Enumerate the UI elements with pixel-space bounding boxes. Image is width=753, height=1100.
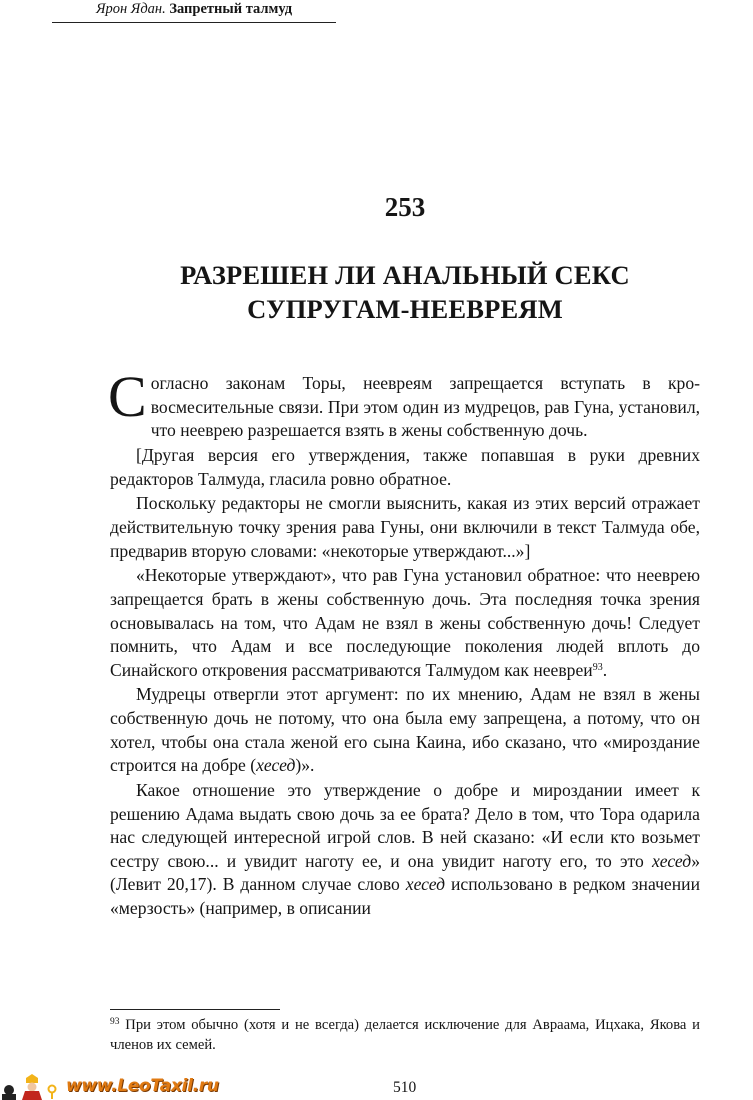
watermark-text: www.LeoTaxil.ru bbox=[66, 1076, 219, 1096]
page-number: 510 bbox=[393, 1079, 417, 1096]
chapter-title-line-1: РАЗРЕШЕН ЛИ АНАЛЬНЫЙ СЕКС bbox=[180, 260, 630, 290]
running-head bbox=[52, 0, 336, 23]
paragraph-6 bbox=[110, 779, 700, 921]
paragraph-5-text: Мудрецы отвергли этот аргумент: по их мнению, Адам не взял в жены собственную дочь не потому, что она была ему запрещена, а потому, что он хотел, чтобы она стала женой его сына Каина, ибо сказано, что «мироздание строится на добре ( bbox=[110, 684, 700, 776]
paragraph-6-italic-1: хесед bbox=[651, 850, 692, 871]
paragraph-5-end: )». bbox=[295, 755, 315, 776]
paragraph-2: [Другая версия его утверждения, также попавшая в руки древних редакторов Талмуда, гласила ровно обратное. bbox=[110, 444, 700, 489]
running-head-title: Запретный талмуд bbox=[169, 1, 293, 17]
paragraph-1 bbox=[108, 364, 700, 443]
footnote-number: 93 bbox=[110, 1017, 120, 1027]
paragraph-3: Поскольку редакторы не смогли выяснить, какая из этих версий отражает действительную точку зрения рава Гуны, они включили в текст Талмуда обе, предварив вторую словами: «некоторые утверждают...»] bbox=[110, 493, 700, 561]
paragraph-4-text: «Некоторые утверждают», что рав Гуна установил обратное: что нееврею запрещается брать в жены собственную дочь. Эта последняя точка зрения основывалась на том, что Адам не взял в жены собственную дочь! Следует помнить, что Адам и все последующие поколения людей вплоть до Синайского откровения рассматриваются Талмудом как неевреи bbox=[110, 565, 700, 680]
drop-cap: С bbox=[108, 364, 147, 429]
footnote-text: При этом обычно (хотя и не всегда) делается исключение для Авраама, Ицхака, Якова и членов их семей. bbox=[110, 1017, 700, 1053]
chapter-title-line-2: СУПРУГАМ-НЕЕВРЕЯМ bbox=[247, 294, 563, 324]
paragraph-6-part-b: » (Левит 20,17). В данном случае слово bbox=[110, 850, 700, 895]
paragraph-1-text: огласно законам Торы, неевреям запрещается вступать в кровосмесительные связи. При этом один из мудрецов, рав Гуна, установил, что нееврею разрешается взять в жены собственную дочь. bbox=[150, 373, 700, 441]
paragraph-6-italic-2: хесед bbox=[405, 874, 446, 895]
paragraph-4 bbox=[110, 564, 700, 682]
chapter-title bbox=[110, 258, 700, 326]
footnote-ref: 93 bbox=[592, 661, 603, 673]
footnote-rule bbox=[110, 1009, 280, 1010]
paragraph-4-end: . bbox=[602, 659, 608, 680]
body-text bbox=[108, 364, 700, 922]
paragraph-6-part-c: использовано в редком значении «мерзость» (например, в описании bbox=[110, 874, 700, 918]
running-head-author: Ярон Ядан. bbox=[95, 1, 166, 17]
paragraph-6-part-a: Какое отношение это утверждение о добре и мироздании имеет к решению Адама выдать свою дочь за ее брата? Дело в том, что Тора одарила нас следующей интересной игрой слов. В ней сказано: «И если кто возьмет сестру свою... и увидит наготу ее, и она увидит наготу его, то это bbox=[110, 780, 700, 871]
chapter-number: 253 bbox=[384, 192, 426, 222]
paragraph-5-italic: хесед bbox=[256, 755, 296, 776]
paragraph-5 bbox=[110, 683, 700, 777]
footnote bbox=[110, 1016, 700, 1055]
